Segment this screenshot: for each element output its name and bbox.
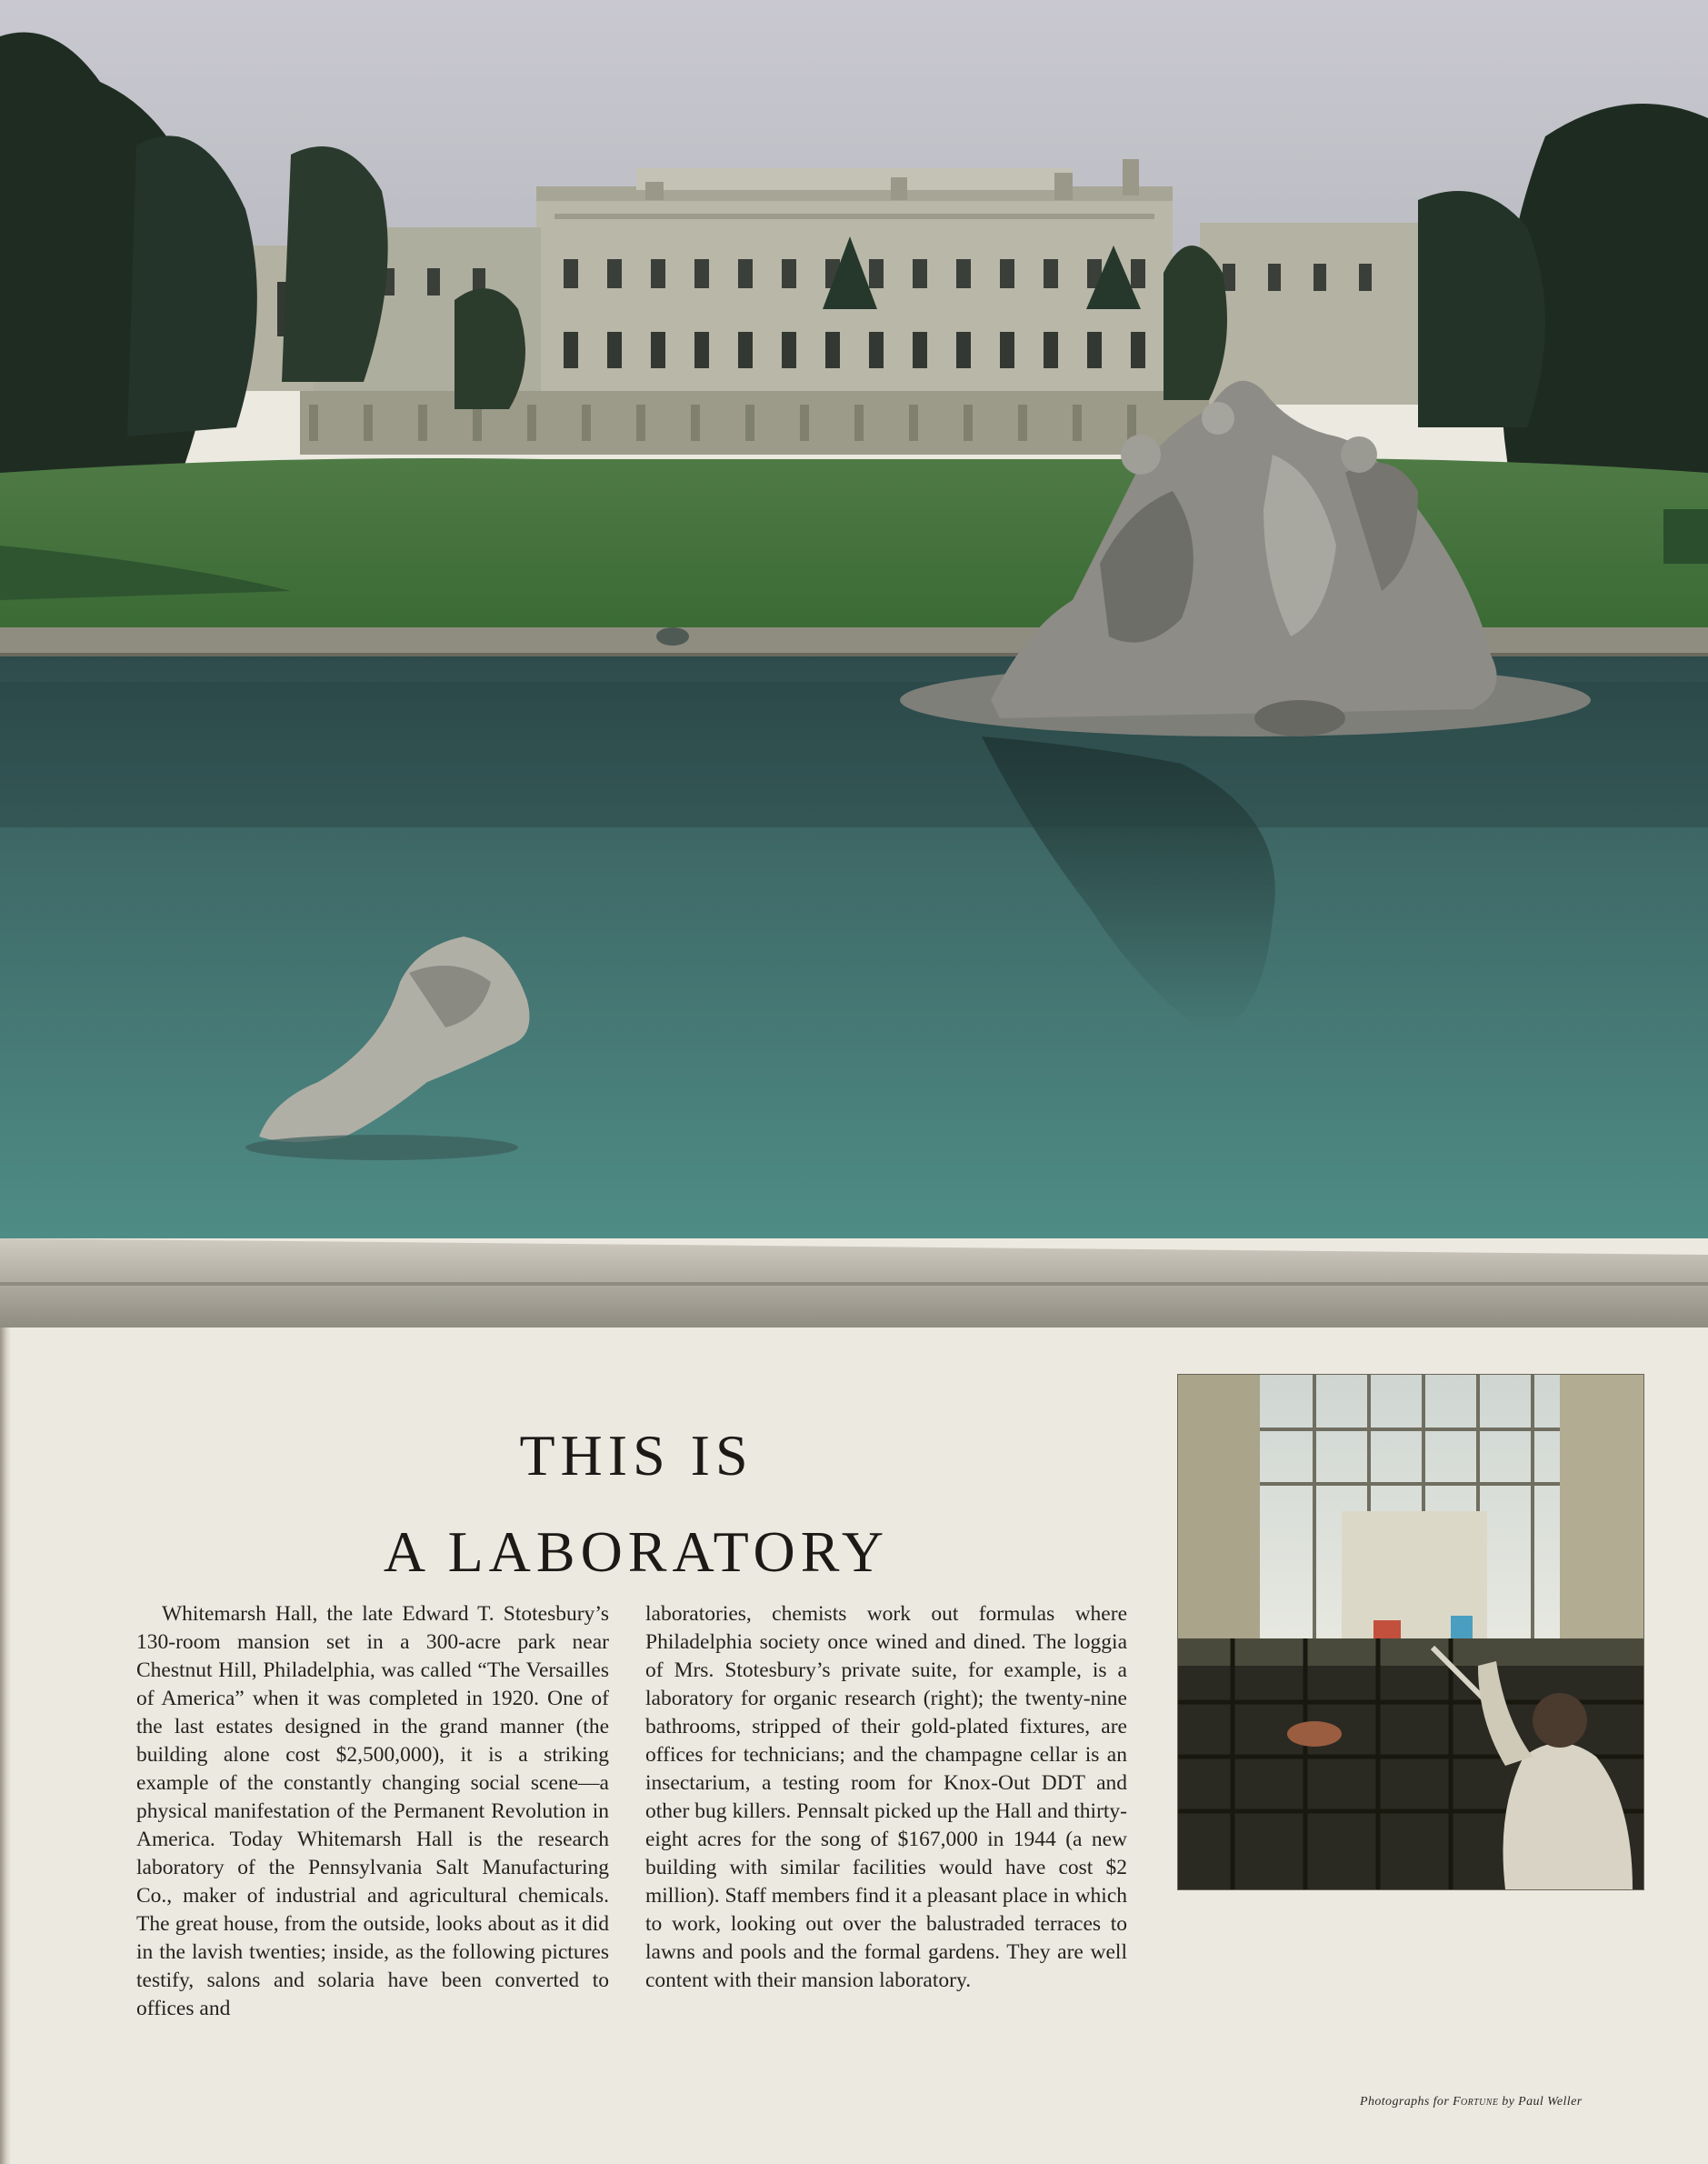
- photo-credit: [1360, 2095, 1583, 2109]
- headline-line-1: THIS IS: [519, 1423, 754, 1488]
- article-column-1: Whitemarsh Hall, the late Edward T. Stotesbury’s 130-room mansion set in a 300-acre park near Chestnut Hill, Philadelphia, was called “The Versailles of America” when it was completed in 1920. One of the last estates designed in the grand manner (the building alone cost $2,500,000), it is a striking example of the constantly changing social scene—a physical manifestation of the Permanent Revolution in America. Today Whitemarsh Hall is the research laboratory of the Pennsylvania Salt Manufacturing Co., maker of industrial and agricultural chemicals. The great house, from the outside, looks about as it did in the lavish twenties; inside, as the following pictures testify, salons and solaria have been converted to offices and: [136, 1602, 609, 2020]
- inset-photo-laboratory: [1178, 1375, 1643, 1889]
- article-headline: [227, 1408, 1045, 1600]
- credit-prefix: Photographs for: [1360, 2095, 1450, 2109]
- headline-line-2: A LABORATORY: [383, 1519, 890, 1584]
- credit-magazine: Fortune: [1453, 2095, 1499, 2109]
- credit-photographer: by Paul Weller: [1502, 2095, 1583, 2109]
- article-column-2: laboratories, chemists work out formulas where Philadelphia society once wined and dined. The loggia of Mrs. Stotesbury’s private suite, for example, is a laboratory for organic research (right); the twenty-nine bathrooms, stripped of their gold-plated fixtures, are offices for technicians; and the champagne cellar is an insectarium, a testing room for Knox-Out DDT and other bug killers. Pennsalt picked up the Hall and thirty-eight acres for the song of $167,000 in 1944 (a new building with similar facilities would have cost $2 million). Staff members find it a pleasant place in which to work, looking out over the balustraded terraces to lawns and pools and the formal gardens. They are well content with their mansion laboratory.: [645, 1602, 1127, 1992]
